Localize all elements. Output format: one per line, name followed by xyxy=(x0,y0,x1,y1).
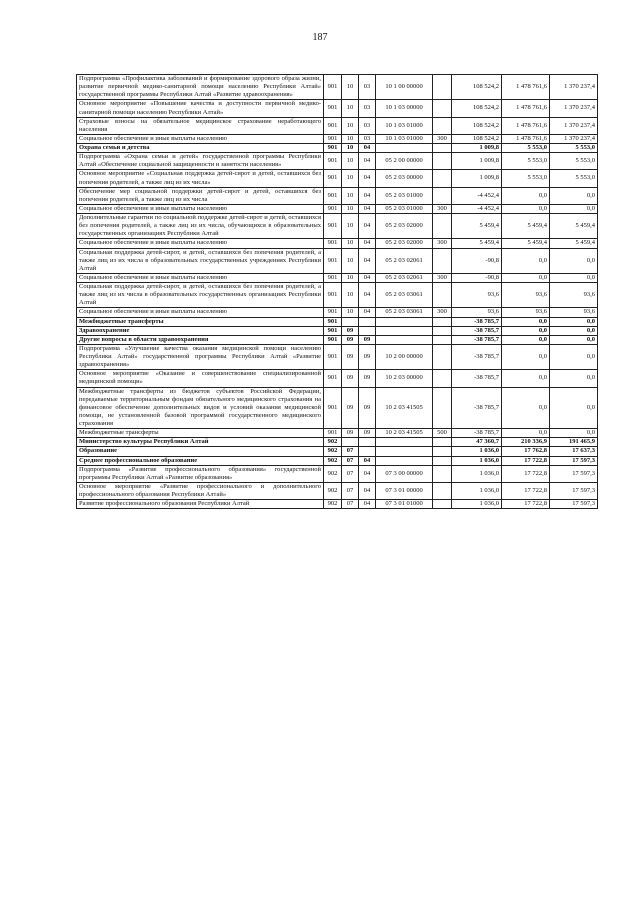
row-sum-year1-cell: 1 009,8 xyxy=(452,144,502,153)
row-section-cell: 10 xyxy=(342,170,359,187)
row-sum-year2-cell: 5 553,0 xyxy=(502,144,550,153)
row-grbs-cell: 901 xyxy=(324,204,342,213)
row-grbs-cell: 901 xyxy=(324,100,342,117)
row-name-cell: Охрана семьи и детства xyxy=(77,144,324,153)
row-sum-year2-cell: 0,0 xyxy=(502,187,550,204)
row-grbs-cell: 902 xyxy=(324,447,342,456)
row-sum-year2-cell: 0,0 xyxy=(502,335,550,344)
row-section-cell: 09 xyxy=(342,370,359,387)
row-sum-year3-cell: 5 553,0 xyxy=(550,144,598,153)
row-sum-year1-cell: -38 785,7 xyxy=(452,344,502,369)
row-subsection-cell: 04 xyxy=(359,482,376,499)
row-subsection-cell: 04 xyxy=(359,308,376,317)
row-expense-type-cell xyxy=(433,75,452,100)
row-grbs-cell: 901 xyxy=(324,134,342,143)
row-sum-year1-cell: 1 036,0 xyxy=(452,500,502,509)
row-sum-year1-cell: -38 785,7 xyxy=(452,335,502,344)
row-sum-year3-cell: 17 597,3 xyxy=(550,500,598,509)
row-expense-type-cell xyxy=(433,144,452,153)
row-sum-year3-cell: 17 637,3 xyxy=(550,447,598,456)
row-sum-year2-cell: 5 459,4 xyxy=(502,214,550,239)
row-target-article-cell: 05 2 03 02061 xyxy=(376,273,433,282)
table-row xyxy=(77,429,598,438)
row-sum-year2-cell: 17 722,8 xyxy=(502,465,550,482)
row-sum-year3-cell: 17 597,3 xyxy=(550,482,598,499)
row-subsection-cell: 04 xyxy=(359,170,376,187)
row-sum-year1-cell: 1 009,8 xyxy=(452,153,502,170)
row-sum-year3-cell: 5 553,0 xyxy=(550,153,598,170)
row-section-cell: 10 xyxy=(342,204,359,213)
row-subsection-cell xyxy=(359,447,376,456)
row-name-cell: Дополнительные гарантии по социальной поддержке детей-сирот и детей, оставшихся без попечения родителей, а также лиц из их числа, обучающихся в образовательных государственных организациях Республики Алтай xyxy=(77,214,324,239)
row-sum-year3-cell: 0,0 xyxy=(550,326,598,335)
row-subsection-cell: 04 xyxy=(359,465,376,482)
row-target-article-cell: 10 1 00 00000 xyxy=(376,75,433,100)
row-sum-year2-cell: 0,0 xyxy=(502,370,550,387)
row-grbs-cell: 901 xyxy=(324,214,342,239)
row-sum-year3-cell: 5 459,4 xyxy=(550,239,598,248)
row-sum-year1-cell: -4 452,4 xyxy=(452,187,502,204)
row-subsection-cell: 04 xyxy=(359,204,376,213)
row-name-cell: Подпрограмма «Развитие профессионального образования» государственной программы Республики Алтай «Развитие образования» xyxy=(77,465,324,482)
row-expense-type-cell xyxy=(433,447,452,456)
row-sum-year1-cell: -90,8 xyxy=(452,273,502,282)
row-grbs-cell: 901 xyxy=(324,170,342,187)
row-sum-year2-cell: 5 553,0 xyxy=(502,170,550,187)
row-sum-year1-cell: 5 459,4 xyxy=(452,239,502,248)
row-expense-type-cell: 300 xyxy=(433,134,452,143)
row-target-article-cell: 07 3 01 00000 xyxy=(376,482,433,499)
row-sum-year3-cell: 5 459,4 xyxy=(550,214,598,239)
row-subsection-cell xyxy=(359,438,376,447)
row-expense-type-cell: 300 xyxy=(433,273,452,282)
row-target-article-cell: 05 2 03 00000 xyxy=(376,170,433,187)
row-subsection-cell: 03 xyxy=(359,117,376,134)
row-grbs-cell: 901 xyxy=(324,326,342,335)
row-subsection-cell: 04 xyxy=(359,248,376,273)
row-subsection-cell: 03 xyxy=(359,100,376,117)
row-name-cell: Межбюджетные трансферты xyxy=(77,317,324,326)
row-sum-year2-cell: 0,0 xyxy=(502,273,550,282)
row-subsection-cell: 03 xyxy=(359,75,376,100)
row-expense-type-cell xyxy=(433,248,452,273)
table-row xyxy=(77,335,598,344)
row-section-cell: 10 xyxy=(342,117,359,134)
row-subsection-cell: 09 xyxy=(359,370,376,387)
row-target-article-cell: 10 1 03 00000 xyxy=(376,100,433,117)
row-expense-type-cell: 300 xyxy=(433,204,452,213)
table-row xyxy=(77,447,598,456)
row-target-article-cell: 05 2 00 00000 xyxy=(376,153,433,170)
row-subsection-cell: 09 xyxy=(359,429,376,438)
row-section-cell: 09 xyxy=(342,344,359,369)
row-section-cell: 10 xyxy=(342,239,359,248)
table-row xyxy=(77,500,598,509)
row-name-cell: Межбюджетные трансферты из бюджетов субъектов Российской Федерации, передаваемые территориальным фондам обязательного медицинского страхования на финансовое обеспечение дополнительных видов и условий оказания медицинской помощи, не установленной базовой программой государственного медицинского страхования xyxy=(77,387,324,429)
row-name-cell: Здравоохранение xyxy=(77,326,324,335)
table-row xyxy=(77,283,598,308)
row-sum-year3-cell: 17 597,3 xyxy=(550,465,598,482)
row-grbs-cell: 901 xyxy=(324,335,342,344)
row-expense-type-cell xyxy=(433,100,452,117)
row-subsection-cell: 04 xyxy=(359,500,376,509)
row-sum-year2-cell: 1 478 761,6 xyxy=(502,134,550,143)
row-sum-year2-cell: 0,0 xyxy=(502,248,550,273)
row-grbs-cell: 902 xyxy=(324,465,342,482)
row-section-cell: 07 xyxy=(342,447,359,456)
row-sum-year3-cell: 17 597,3 xyxy=(550,456,598,465)
row-grbs-cell: 901 xyxy=(324,144,342,153)
row-name-cell: Межбюджетные трансферты xyxy=(77,429,324,438)
row-sum-year1-cell: 1 009,8 xyxy=(452,170,502,187)
row-expense-type-cell xyxy=(433,187,452,204)
row-sum-year3-cell: 1 370 237,4 xyxy=(550,100,598,117)
row-section-cell: 10 xyxy=(342,187,359,204)
row-target-article-cell: 10 2 03 41505 xyxy=(376,429,433,438)
row-grbs-cell: 901 xyxy=(324,239,342,248)
row-expense-type-cell xyxy=(433,370,452,387)
row-target-article-cell: 05 2 03 01000 xyxy=(376,187,433,204)
row-subsection-cell: 04 xyxy=(359,283,376,308)
row-sum-year3-cell: 0,0 xyxy=(550,204,598,213)
row-section-cell: 10 xyxy=(342,153,359,170)
row-subsection-cell: 09 xyxy=(359,387,376,429)
row-grbs-cell: 901 xyxy=(324,317,342,326)
row-grbs-cell: 901 xyxy=(324,75,342,100)
row-expense-type-cell xyxy=(433,283,452,308)
row-expense-type-cell xyxy=(433,117,452,134)
row-target-article-cell: 07 3 01 01000 xyxy=(376,500,433,509)
row-sum-year3-cell: 5 553,0 xyxy=(550,170,598,187)
row-name-cell: Подпрограмма «Улучшение качества оказания медицинской помощи населению Республики Алтай» государственной программы Республики Алтай «Развитие здравоохранения» xyxy=(77,344,324,369)
row-target-article-cell: 10 1 03 01000 xyxy=(376,117,433,134)
row-name-cell: Социальное обеспечение и иные выплаты населению xyxy=(77,239,324,248)
table-row xyxy=(77,273,598,282)
row-section-cell: 10 xyxy=(342,273,359,282)
row-section-cell: 09 xyxy=(342,326,359,335)
row-target-article-cell: 05 2 03 03061 xyxy=(376,283,433,308)
table-row xyxy=(77,344,598,369)
row-sum-year3-cell: 0,0 xyxy=(550,317,598,326)
row-subsection-cell: 03 xyxy=(359,134,376,143)
row-expense-type-cell: 500 xyxy=(433,429,452,438)
row-target-article-cell: 05 2 03 02061 xyxy=(376,248,433,273)
row-expense-type-cell xyxy=(433,170,452,187)
row-name-cell: Подпрограмма «Профилактика заболеваний и формирование здорового образа жизни, развитие первичной медико-санитарной помощи населению Республики Алтай» государственной программы Республики Алтай «Развитие здравоохранения» xyxy=(77,75,324,100)
table-row xyxy=(77,144,598,153)
row-target-article-cell: 05 2 03 02000 xyxy=(376,239,433,248)
table-row xyxy=(77,100,598,117)
row-subsection-cell: 04 xyxy=(359,273,376,282)
row-expense-type-cell xyxy=(433,326,452,335)
row-expense-type-cell xyxy=(433,153,452,170)
table-row xyxy=(77,317,598,326)
row-sum-year2-cell: 93,6 xyxy=(502,308,550,317)
row-grbs-cell: 902 xyxy=(324,500,342,509)
row-grbs-cell: 902 xyxy=(324,438,342,447)
row-section-cell: 10 xyxy=(342,248,359,273)
row-sum-year3-cell: 0,0 xyxy=(550,273,598,282)
row-target-article-cell xyxy=(376,447,433,456)
row-sum-year1-cell: -38 785,7 xyxy=(452,429,502,438)
table-row xyxy=(77,465,598,482)
row-sum-year3-cell: 0,0 xyxy=(550,387,598,429)
row-section-cell: 10 xyxy=(342,75,359,100)
row-target-article-cell xyxy=(376,335,433,344)
row-name-cell: Страховые взносы на обязательное медицинское страхование неработающего населения xyxy=(77,117,324,134)
row-name-cell: Основное мероприятие «Оказание и совершенствование специализированной медицинской помощи» xyxy=(77,370,324,387)
row-sum-year1-cell: 47 360,7 xyxy=(452,438,502,447)
row-target-article-cell: 07 3 00 00000 xyxy=(376,465,433,482)
row-sum-year2-cell: 1 478 761,6 xyxy=(502,117,550,134)
row-subsection-cell: 04 xyxy=(359,187,376,204)
table-row xyxy=(77,75,598,100)
row-expense-type-cell: 300 xyxy=(433,308,452,317)
row-target-article-cell xyxy=(376,456,433,465)
row-grbs-cell: 902 xyxy=(324,456,342,465)
row-sum-year1-cell: -90,8 xyxy=(452,248,502,273)
row-target-article-cell xyxy=(376,438,433,447)
row-subsection-cell: 04 xyxy=(359,214,376,239)
row-section-cell: 09 xyxy=(342,335,359,344)
row-sum-year2-cell: 0,0 xyxy=(502,317,550,326)
row-target-article-cell: 05 2 03 03061 xyxy=(376,308,433,317)
row-sum-year1-cell: -38 785,7 xyxy=(452,317,502,326)
row-grbs-cell: 901 xyxy=(324,370,342,387)
row-sum-year2-cell: 0,0 xyxy=(502,204,550,213)
row-grbs-cell: 901 xyxy=(324,308,342,317)
row-sum-year2-cell: 0,0 xyxy=(502,344,550,369)
row-name-cell: Социальное обеспечение и иные выплаты населению xyxy=(77,308,324,317)
row-subsection-cell xyxy=(359,317,376,326)
row-section-cell xyxy=(342,438,359,447)
row-grbs-cell: 901 xyxy=(324,429,342,438)
table-row xyxy=(77,214,598,239)
row-sum-year3-cell: 1 370 237,4 xyxy=(550,134,598,143)
row-target-article-cell xyxy=(376,326,433,335)
row-sum-year1-cell: 108 524,2 xyxy=(452,75,502,100)
row-name-cell: Основное мероприятие «Повышение качества и доступности первичной медико-санитарной помощи населению Республики Алтай» xyxy=(77,100,324,117)
table-row xyxy=(77,170,598,187)
row-target-article-cell xyxy=(376,144,433,153)
row-grbs-cell: 901 xyxy=(324,248,342,273)
row-expense-type-cell xyxy=(433,500,452,509)
row-sum-year1-cell: 93,6 xyxy=(452,308,502,317)
row-name-cell: Социальная поддержка детей-сирот, и детей, оставшихся без попечения родителей, а также лиц из их числа в образовательных государственных организациях Республики Алтай xyxy=(77,283,324,308)
row-name-cell: Основное мероприятие «Социальная поддержка детей-сирот и детей, оставшихся без попечения родителей, а также лиц из их числа» xyxy=(77,170,324,187)
row-sum-year1-cell: 1 036,0 xyxy=(452,456,502,465)
row-sum-year1-cell: -38 785,7 xyxy=(452,387,502,429)
row-expense-type-cell xyxy=(433,438,452,447)
row-sum-year2-cell: 0,0 xyxy=(502,387,550,429)
row-name-cell: Министерство культуры Республики Алтай xyxy=(77,438,324,447)
table-row xyxy=(77,370,598,387)
row-subsection-cell: 09 xyxy=(359,335,376,344)
row-expense-type-cell xyxy=(433,335,452,344)
table-row xyxy=(77,456,598,465)
row-section-cell: 09 xyxy=(342,429,359,438)
row-section-cell xyxy=(342,317,359,326)
table-row xyxy=(77,308,598,317)
row-name-cell: Основное мероприятие «Развитие профессионального и дополнительного профессионального образования Республики Алтай» xyxy=(77,482,324,499)
row-subsection-cell: 04 xyxy=(359,456,376,465)
row-section-cell: 07 xyxy=(342,482,359,499)
row-sum-year2-cell: 1 478 761,6 xyxy=(502,100,550,117)
row-target-article-cell: 10 2 03 41505 xyxy=(376,387,433,429)
row-sum-year1-cell: 108 524,2 xyxy=(452,100,502,117)
row-name-cell: Другие вопросы в области здравоохранения xyxy=(77,335,324,344)
row-sum-year2-cell: 0,0 xyxy=(502,429,550,438)
row-grbs-cell: 901 xyxy=(324,283,342,308)
row-sum-year3-cell: 0,0 xyxy=(550,335,598,344)
row-name-cell: Социальное обеспечение и иные выплаты населению xyxy=(77,134,324,143)
row-section-cell: 07 xyxy=(342,465,359,482)
row-sum-year2-cell: 5 553,0 xyxy=(502,153,550,170)
table-row xyxy=(77,117,598,134)
row-section-cell: 10 xyxy=(342,308,359,317)
row-sum-year1-cell: 5 459,4 xyxy=(452,214,502,239)
row-name-cell: Подпрограмма «Охрана семьи и детей» государственной программы Республики Алтай «Обеспечение социальной защищенности и занятости населения» xyxy=(77,153,324,170)
table-row xyxy=(77,248,598,273)
row-sum-year2-cell: 1 478 761,6 xyxy=(502,75,550,100)
row-sum-year1-cell: -4 452,4 xyxy=(452,204,502,213)
row-sum-year2-cell: 0,0 xyxy=(502,326,550,335)
row-sum-year1-cell: -38 785,7 xyxy=(452,370,502,387)
row-subsection-cell: 04 xyxy=(359,144,376,153)
row-expense-type-cell xyxy=(433,214,452,239)
row-sum-year1-cell: 1 036,0 xyxy=(452,465,502,482)
row-sum-year3-cell: 0,0 xyxy=(550,344,598,369)
row-expense-type-cell xyxy=(433,465,452,482)
row-name-cell: Среднее профессиональное образование xyxy=(77,456,324,465)
table-row xyxy=(77,387,598,429)
page-number: 187 xyxy=(312,32,328,43)
row-name-cell: Социальное обеспечение и иные выплаты населению xyxy=(77,273,324,282)
row-sum-year1-cell: 1 036,0 xyxy=(452,447,502,456)
table-row xyxy=(77,482,598,499)
row-sum-year1-cell: 1 036,0 xyxy=(452,482,502,499)
table-row xyxy=(77,134,598,143)
table-row xyxy=(77,239,598,248)
table-body xyxy=(77,75,598,509)
row-grbs-cell: 901 xyxy=(324,344,342,369)
row-sum-year1-cell: -38 785,7 xyxy=(452,326,502,335)
row-name-cell: Образование xyxy=(77,447,324,456)
row-grbs-cell: 901 xyxy=(324,153,342,170)
row-expense-type-cell xyxy=(433,387,452,429)
row-expense-type-cell xyxy=(433,344,452,369)
row-grbs-cell: 901 xyxy=(324,117,342,134)
row-sum-year3-cell: 191 465,9 xyxy=(550,438,598,447)
row-section-cell: 07 xyxy=(342,456,359,465)
row-subsection-cell: 09 xyxy=(359,344,376,369)
row-target-article-cell: 10 2 03 00000 xyxy=(376,370,433,387)
row-section-cell: 10 xyxy=(342,283,359,308)
row-subsection-cell: 04 xyxy=(359,153,376,170)
row-sum-year2-cell: 5 459,4 xyxy=(502,239,550,248)
table-row xyxy=(77,326,598,335)
row-name-cell: Обеспечение мер социальной поддержки детей-сирот и детей, оставшихся без попечения родителей, а также лиц из их числа xyxy=(77,187,324,204)
row-section-cell: 10 xyxy=(342,134,359,143)
row-target-article-cell: 10 2 00 00000 xyxy=(376,344,433,369)
table-row xyxy=(77,438,598,447)
row-target-article-cell: 05 2 03 01000 xyxy=(376,204,433,213)
row-sum-year2-cell: 17 762,8 xyxy=(502,447,550,456)
row-grbs-cell: 901 xyxy=(324,273,342,282)
row-sum-year3-cell: 1 370 237,4 xyxy=(550,75,598,100)
row-subsection-cell: 04 xyxy=(359,239,376,248)
row-sum-year2-cell: 17 722,8 xyxy=(502,456,550,465)
row-expense-type-cell xyxy=(433,482,452,499)
row-sum-year3-cell: 93,6 xyxy=(550,283,598,308)
row-sum-year2-cell: 210 336,9 xyxy=(502,438,550,447)
row-sum-year2-cell: 93,6 xyxy=(502,283,550,308)
row-section-cell: 07 xyxy=(342,500,359,509)
row-sum-year2-cell: 17 722,8 xyxy=(502,500,550,509)
table-row xyxy=(77,187,598,204)
row-section-cell: 10 xyxy=(342,214,359,239)
row-sum-year3-cell: 0,0 xyxy=(550,248,598,273)
row-sum-year3-cell: 93,6 xyxy=(550,308,598,317)
row-target-article-cell: 10 1 03 01000 xyxy=(376,134,433,143)
row-name-cell: Развитие профессионального образования Республики Алтай xyxy=(77,500,324,509)
row-name-cell: Социальное обеспечение и иные выплаты населению xyxy=(77,204,324,213)
row-grbs-cell: 901 xyxy=(324,187,342,204)
row-subsection-cell xyxy=(359,326,376,335)
row-target-article-cell: 05 2 03 02000 xyxy=(376,214,433,239)
row-section-cell: 10 xyxy=(342,144,359,153)
row-name-cell: Социальная поддержка детей-сирот, и детей, оставшихся без попечения родителей, а также лиц из их числа в образовательных государственных учреждениях Республики Алтай xyxy=(77,248,324,273)
row-section-cell: 10 xyxy=(342,100,359,117)
row-sum-year3-cell: 0,0 xyxy=(550,187,598,204)
row-sum-year1-cell: 93,6 xyxy=(452,283,502,308)
row-section-cell: 09 xyxy=(342,387,359,429)
row-sum-year3-cell: 0,0 xyxy=(550,370,598,387)
row-target-article-cell xyxy=(376,317,433,326)
row-expense-type-cell xyxy=(433,317,452,326)
row-sum-year1-cell: 108 524,2 xyxy=(452,117,502,134)
budget-table xyxy=(76,74,598,509)
row-expense-type-cell xyxy=(433,456,452,465)
row-sum-year1-cell: 108 524,2 xyxy=(452,134,502,143)
row-grbs-cell: 901 xyxy=(324,387,342,429)
row-expense-type-cell: 300 xyxy=(433,239,452,248)
row-sum-year3-cell: 1 370 237,4 xyxy=(550,117,598,134)
row-grbs-cell: 902 xyxy=(324,482,342,499)
table-row xyxy=(77,204,598,213)
row-sum-year2-cell: 17 722,8 xyxy=(502,482,550,499)
table-row xyxy=(77,153,598,170)
row-sum-year3-cell: 0,0 xyxy=(550,429,598,438)
